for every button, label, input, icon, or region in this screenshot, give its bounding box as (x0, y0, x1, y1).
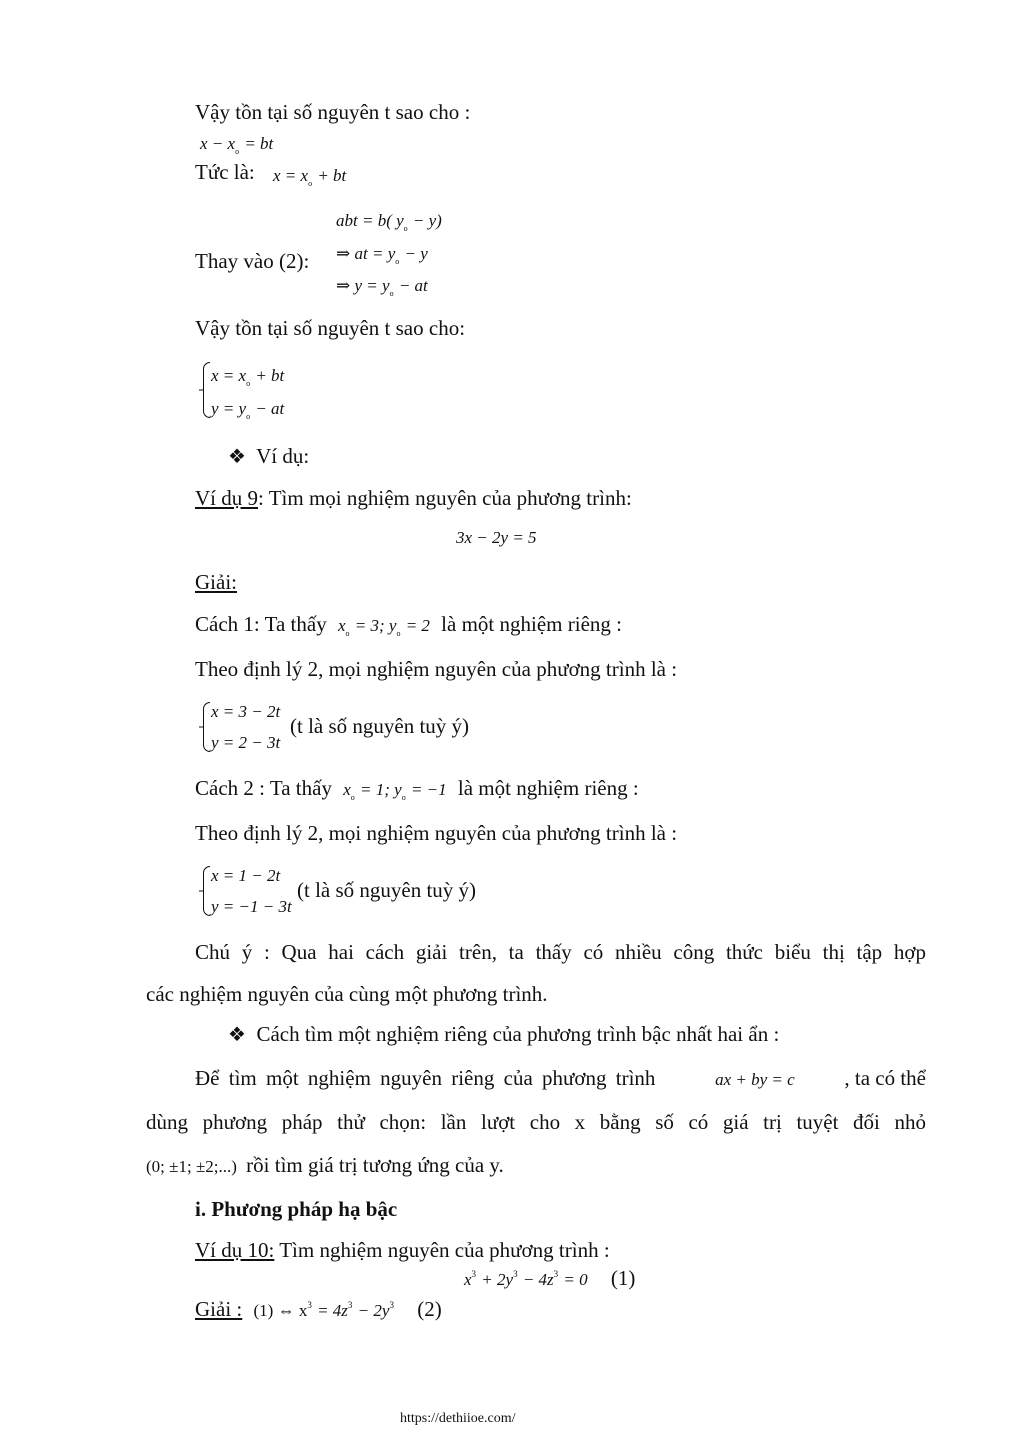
text-line: Theo định lý 2, mọi nghiệm nguyên của phương trình là : (195, 821, 678, 845)
equation: $x - x_o$ = bt (200, 134, 274, 156)
footer-url[interactable]: https://dethiioe.com/ (400, 1411, 516, 1426)
text-line: Thay vào (2): (195, 249, 310, 273)
text-line: Theo định lý 2, mọi nghiệm nguyên của phương trình là : (195, 657, 678, 681)
equation: $y = y_o$ − at (211, 399, 285, 421)
example-header: ❖ Ví dụ: (228, 444, 310, 468)
diamond-bullet-icon: ❖ (228, 1024, 246, 1046)
text-line: Tức là: (195, 160, 255, 184)
text-line: Giải : (1) ⇔ $x^3 = 4z^3 - 2y^3$ (2) (195, 1297, 442, 1321)
text-line: Chú ý : Qua hai cách giải trên, ta thấy có nhiều công thức biểu thị tập hợp (195, 940, 926, 964)
section-heading: i. Phương pháp hạ bậc (195, 1197, 398, 1221)
equation: $x^3 + 2y^3 - 4z^3 = 0$ (1) (464, 1266, 636, 1290)
brace (203, 866, 210, 916)
text-line: (t là số nguyên tuỳ ý) (290, 714, 470, 738)
text-line: Cách 1: Ta thấy $x_o = 3$; $y_o = 2$ là một nghiệm riêng : (195, 612, 622, 638)
text-line: các nghiệm nguyên của cùng một phương trình. (146, 982, 548, 1006)
equation: ⇒ $y = y_o$ − at (336, 276, 428, 298)
text-line: (0; ±1; ±2;...) rồi tìm giá trị tương ứng của y. (146, 1153, 504, 1177)
text-line: dùng phương pháp thử chọn: lần lượt cho x bằng số có giá trị tuyệt đối nhỏ (146, 1110, 926, 1134)
brace (203, 362, 210, 418)
equation: x = 3 − 2t (211, 702, 281, 721)
equation: ⇒ at = $y_o - y$ (336, 244, 428, 266)
method-header: ❖ Cách tìm một nghiệm riêng của phương trình bậc nhất hai ẩn : (228, 1022, 780, 1046)
text-line: Ví dụ 10: Tìm nghiệm nguyên của phương trình : (195, 1238, 610, 1262)
text-line: (t là số nguyên tuỳ ý) (297, 878, 477, 902)
diamond-bullet-icon: ❖ (228, 446, 246, 468)
equation: $x = x_o$ + bt (211, 366, 285, 388)
equation: y = −1 − 3t (211, 897, 292, 916)
brace (203, 702, 210, 752)
text-line: Cách 2 : Ta thấy $x_o = 1$; $y_o = -1$ là một nghiệm riêng : (195, 776, 639, 802)
equation: $x = x_o$ + bt (273, 166, 347, 188)
text-line: Vậy tồn tại số nguyên t sao cho: (195, 316, 466, 340)
text-line: Vậy tồn tại số nguyên t sao cho : (195, 100, 471, 124)
equation: 3x − 2y = 5 (456, 528, 537, 547)
equation: abt = b( $y_o - y$) (336, 211, 442, 233)
equation: x = 1 − 2t (211, 866, 281, 885)
equation: y = 2 − 3t (211, 733, 281, 752)
solution-label: Giải: (195, 570, 237, 594)
text-line: Để tìm một nghiệm nguyên riêng của phương trình ax + by = c , ta có thể (195, 1066, 926, 1090)
text-line: Ví dụ 9: Tìm mọi nghiệm nguyên của phương trình: (195, 486, 632, 510)
